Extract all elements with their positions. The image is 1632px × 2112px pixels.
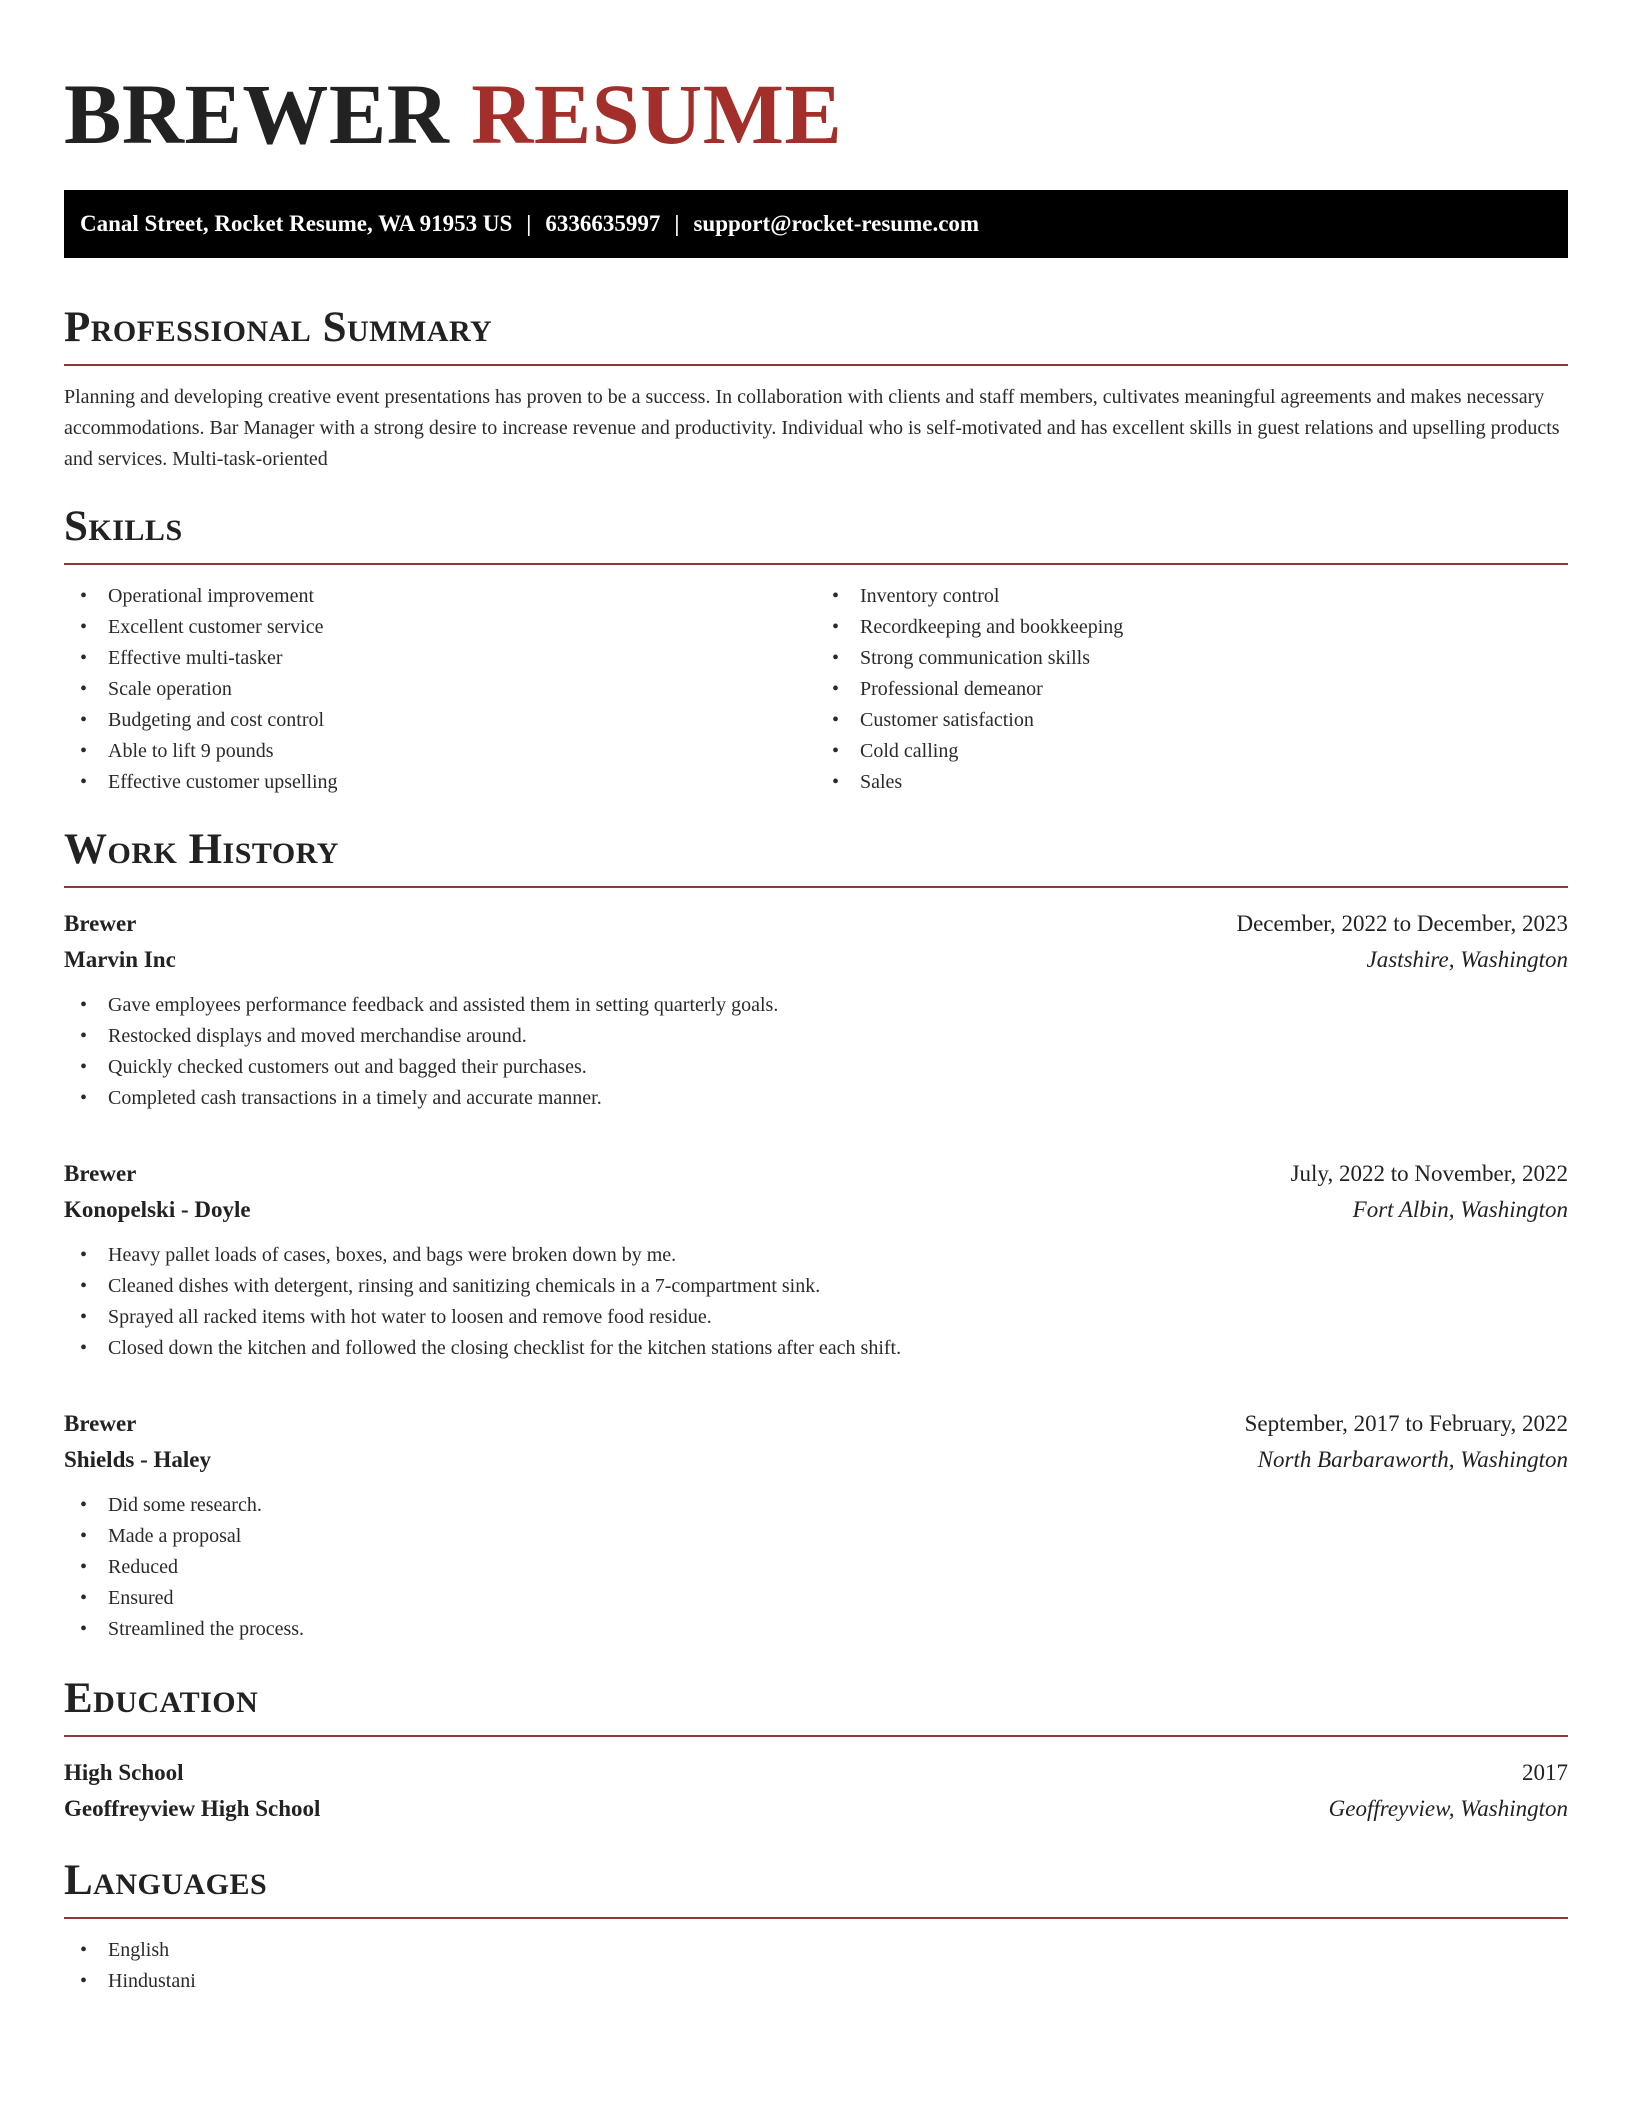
contact-phone: 6336635997 — [545, 211, 661, 236]
skill-item: • Budgeting and cost control — [64, 705, 816, 736]
job-duty: • Gave employees performance feedback and assisted them in setting quarterly goals. — [64, 990, 1568, 1021]
contact-separator: | — [526, 211, 532, 236]
contact-bar — [64, 190, 1568, 258]
job-location: North Barbaraworth, Washington — [1257, 1447, 1568, 1472]
education-school-row — [64, 1791, 1568, 1827]
education-location: Geoffreyview, Washington — [1328, 1796, 1568, 1821]
summary-heading: Professional Summary — [64, 302, 1568, 366]
job-location: Jastshire, Washington — [1366, 947, 1568, 972]
languages-list — [64, 1935, 1568, 1997]
job-duty: • Completed cash transactions in a timely and accurate manner. — [64, 1083, 1568, 1114]
job-entry — [64, 1156, 1568, 1364]
resume-name-title — [64, 56, 1568, 172]
job-company: Marvin Inc — [64, 947, 176, 972]
language-item: • English — [64, 1935, 1568, 1966]
job-dates: December, 2022 to December, 2023 — [1236, 911, 1568, 936]
job-position: Brewer — [64, 911, 137, 936]
skill-item: • Recordkeeping and bookkeeping — [816, 612, 1568, 643]
skills-list-right — [816, 581, 1568, 798]
job-duty: • Reduced — [64, 1552, 1568, 1583]
job-company-row — [64, 1192, 1568, 1228]
contact-separator: | — [674, 211, 680, 236]
job-duties-list — [64, 1490, 1568, 1645]
job-company: Shields - Haley — [64, 1447, 211, 1472]
job-duty: • Cleaned dishes with detergent, rinsing and sanitizing chemicals in a 7-compartment sink. — [64, 1271, 1568, 1302]
contact-address: Canal Street, Rocket Resume, WA 91953 US — [80, 211, 513, 236]
job-duty: • Closed down the kitchen and followed the closing checklist for the kitchen stations after each shift. — [64, 1333, 1568, 1364]
languages-heading: Languages — [64, 1855, 1568, 1919]
job-dates: July, 2022 to November, 2022 — [1290, 1161, 1568, 1186]
job-duty: • Quickly checked customers out and bagged their purchases. — [64, 1052, 1568, 1083]
education-year: 2017 — [1522, 1760, 1568, 1785]
job-duty: • Ensured — [64, 1583, 1568, 1614]
name-last: RESUME — [471, 66, 843, 162]
job-duty: • Heavy pallet loads of cases, boxes, and bags were broken down by me. — [64, 1240, 1568, 1271]
job-duty: • Sprayed all racked items with hot water to loosen and remove food residue. — [64, 1302, 1568, 1333]
job-header-row — [64, 1156, 1568, 1192]
job-entry — [64, 1406, 1568, 1645]
job-entry — [64, 906, 1568, 1114]
job-duties-list — [64, 990, 1568, 1114]
skill-item: • Inventory control — [816, 581, 1568, 612]
job-location: Fort Albin, Washington — [1352, 1197, 1568, 1222]
job-company-row — [64, 1442, 1568, 1478]
skills-grid — [64, 581, 1568, 798]
skill-item: • Effective customer upselling — [64, 767, 816, 798]
skill-item: • Cold calling — [816, 736, 1568, 767]
skill-item: • Effective multi-tasker — [64, 643, 816, 674]
language-item: • Hindustani — [64, 1966, 1568, 1997]
skill-item: • Professional demeanor — [816, 674, 1568, 705]
skill-item: • Customer satisfaction — [816, 705, 1568, 736]
name-first: BREWER — [64, 66, 450, 162]
education-section — [64, 1673, 1568, 1827]
skills-section — [64, 501, 1568, 798]
job-duty: • Made a proposal — [64, 1521, 1568, 1552]
languages-section — [64, 1855, 1568, 1997]
education-school: Geoffreyview High School — [64, 1796, 321, 1821]
skill-item: • Strong communication skills — [816, 643, 1568, 674]
skill-item: • Excellent customer service — [64, 612, 816, 643]
job-dates: September, 2017 to February, 2022 — [1244, 1411, 1568, 1436]
skill-item: • Operational improvement — [64, 581, 816, 612]
job-header-row — [64, 1406, 1568, 1442]
skills-list-left — [64, 581, 816, 798]
education-heading: Education — [64, 1673, 1568, 1737]
job-duty: • Streamlined the process. — [64, 1614, 1568, 1645]
skills-heading: Skills — [64, 501, 1568, 565]
work-history-section — [64, 824, 1568, 1645]
skill-item: • Sales — [816, 767, 1568, 798]
summary-section — [64, 302, 1568, 475]
job-duties-list — [64, 1240, 1568, 1364]
job-duty: • Did some research. — [64, 1490, 1568, 1521]
work-history-heading: Work History — [64, 824, 1568, 888]
job-header-row — [64, 906, 1568, 942]
skill-item: • Scale operation — [64, 674, 816, 705]
education-degree: High School — [64, 1760, 184, 1785]
job-position: Brewer — [64, 1161, 137, 1186]
education-entry — [64, 1755, 1568, 1827]
job-company-row — [64, 942, 1568, 978]
job-company: Konopelski - Doyle — [64, 1197, 251, 1222]
job-position: Brewer — [64, 1411, 137, 1436]
job-duty: • Restocked displays and moved merchandise around. — [64, 1021, 1568, 1052]
summary-text: Planning and developing creative event presentations has proven to be a success. In collaboration with clients and staff members, cultivates meaningful agreements and makes necessary accommodations. Bar Manager with a strong desire to increase revenue and productivity. Individual who is self-motivated and has excellent skills in guest relations and upselling products and services. Multi-task-oriented — [64, 386, 1560, 470]
education-degree-row — [64, 1755, 1568, 1791]
contact-email: support@rocket-resume.com — [693, 211, 980, 236]
skill-item: • Able to lift 9 pounds — [64, 736, 816, 767]
